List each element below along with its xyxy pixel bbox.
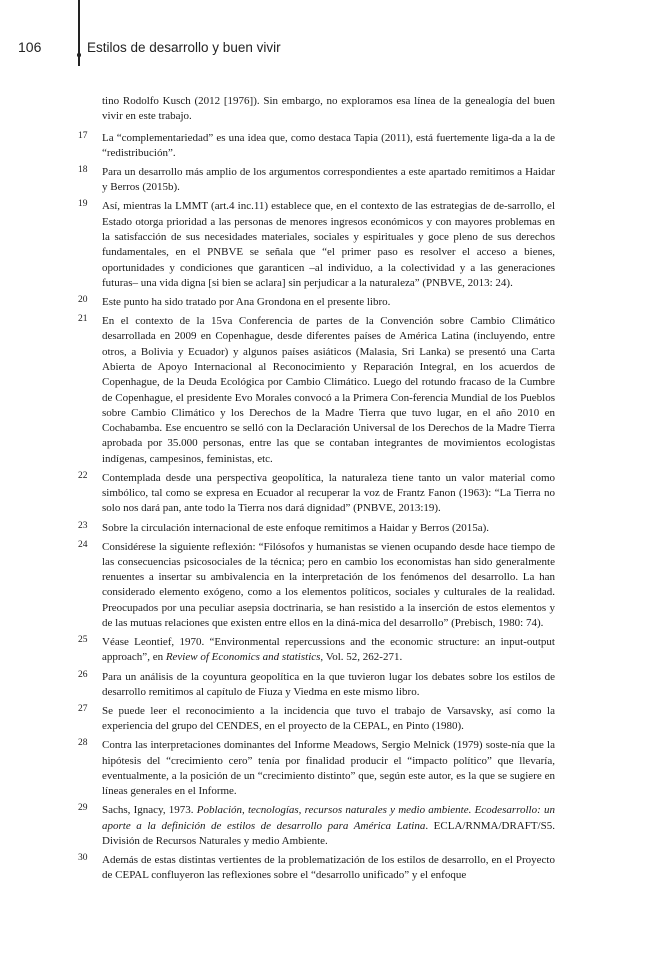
footnote-number: 22 bbox=[78, 470, 88, 481]
footnote-number: 20 bbox=[78, 294, 88, 305]
footnote-22 bbox=[77, 471, 555, 517]
footnote-continuation bbox=[77, 94, 555, 125]
footnote-25 bbox=[77, 635, 555, 666]
footnote-19 bbox=[77, 199, 555, 291]
footnote-29 bbox=[77, 803, 555, 849]
footnote-18 bbox=[77, 165, 555, 196]
footnote-text: Este punto ha sido tratado por Ana Grondona en el presente libro. bbox=[102, 295, 391, 308]
footnote-number: 30 bbox=[78, 853, 88, 864]
footnote-text: tino Rodolfo Kusch (2012 [1976]). Sin embargo, no exploramos esa línea de la genealogía del buen vivir en este trabajo. bbox=[102, 95, 555, 123]
footnote-text: Además de estas distintas vertientes de la problematización de los estilos de desarrollo, en el Proyecto de CEPAL confluyeron las reflexiones sobre el “desarrollo unificado” y el enfoque bbox=[102, 854, 555, 882]
footnote-text bbox=[102, 635, 555, 666]
journal-title: Review of Economics and statistics bbox=[165, 651, 321, 664]
footnote-text: Para un análisis de la coyuntura geopolítica en la que tuvieron lugar los debates sobre los estilos de desarrollo remitimos al capítulo de Fiuza y Viedma en este mismo libro. bbox=[102, 670, 555, 698]
footnote-26 bbox=[77, 670, 555, 701]
footnote-number: 24 bbox=[78, 539, 88, 550]
footnote-number: 21 bbox=[78, 314, 88, 325]
footnote-text: Sobre la circulación internacional de este enfoque remitimos a Haidar y Berros (2015a). bbox=[102, 521, 489, 534]
running-header bbox=[18, 39, 281, 55]
footnote-27 bbox=[77, 704, 555, 735]
footnote-number: 18 bbox=[78, 164, 88, 175]
footnote-text-plain: Véase Leontief, 1970. “Environmental repercussions and the economic structure: an input-output approach”, en bbox=[102, 636, 555, 664]
footnote-number: 19 bbox=[78, 199, 88, 210]
header-rule-dot bbox=[77, 53, 81, 57]
page-number: 106 bbox=[18, 39, 42, 55]
footnote-text: Se puede leer el reconocimiento a la incidencia que tuvo el trabajo de Varsavsky, así como la experiencia del grupo del CENDES, en el proyecto de la CEPAL, en Pinto (1980). bbox=[102, 704, 555, 733]
footnote-text: Así, mientras la LMMT (art.4 inc.11) establece que, en el contexto de las estrategias de de-sarrollo, el Estado otorga prioridad a las personas de menores ingresos económicos y con mayores problemas en la satisfacción de sus necesidades materiales, sociales y espirituales y goce pleno de sus derechos fundamentales, en el PNBVE se señala que “el primer paso es resolver el acceso a bienes, oportunidades y condiciones que garanticen –al individuo, a la colectividad y a las generaciones futuras– una vida digna [si bien se aclara] sin perjudicar a la naturaleza” (PNBVE, 2013: 24). bbox=[102, 200, 555, 289]
footnote-number: 29 bbox=[78, 803, 88, 814]
footnote-text-plain: , Vol. 52, 262-271. bbox=[320, 651, 403, 664]
footnote-text: En el contexto de la 15va Conferencia de partes de la Convención sobre Cambio Climático desarrollada en 2009 en Copenhague, desde diferentes países de América Latina (incluyendo, entre otros, a Bolivia y Ecuador) y algunos países asiáticos (Malasia, Sri Lanka) se presentó una Carta Abierta de Apoyo Internacional al Reconocimiento y Reparación Integral, en los acuerdos de Copenhague, de la Deuda Ecológica por Cambio Climático. Luego del rotundo fracaso de la Cumbre de Copenhague, el presidente Evo Morales convocó a la Primera Con-ferencia Mundial de los Pueblos sobre Cambio Climático y los Derechos de la Madre Tierra que tuvo lugar, en el año 2010 en Cochabamba. Ese encuentro se selló con la Declaración Universal de los Derechos de la Madre Tierra aprobada por 35.000 personas, entre las que se contaban integrantes de movimientos ecologistas indígenas, campesinos, feministas, etc. bbox=[102, 315, 555, 465]
footnote-30 bbox=[77, 853, 555, 884]
footnote-24 bbox=[77, 540, 555, 632]
footnote-17 bbox=[77, 131, 555, 162]
footnote-23 bbox=[77, 521, 555, 536]
footnote-number: 27 bbox=[78, 703, 88, 714]
footnote-text: La “complementariedad” es una idea que, como destaca Tapia (2011), está fuertemente liga-da a la de “redistribución”. bbox=[102, 131, 555, 159]
footnote-number: 25 bbox=[78, 635, 88, 646]
footnote-number: 26 bbox=[78, 669, 88, 680]
footnote-number: 23 bbox=[78, 520, 88, 531]
footnote-text: Contemplada desde una perspectiva geopolítica, la naturaleza tiene tanto un valor material como simbólico, tal como se expresa en Ecuador al recuperar la voz de Frantz Fanon (1963): “La Tierra no solo nos dará pan, ante todo la Tierra nos dará dignidad” (PNBVE, 2013:19). bbox=[102, 471, 555, 515]
footnote-number: 28 bbox=[78, 738, 88, 749]
running-title: Estilos de desarrollo y buen vivir bbox=[87, 40, 281, 55]
footnote-21 bbox=[77, 314, 555, 467]
footnote-text: Considérese la siguiente reflexión: “Filósofos y humanistas se vienen ocupando desde hace tiempo de las consecuencias psicosociales de la técnica; pero en cambio los economistas han sido generalmente renuentes a insertar su ambivalencia en la interpretación de los fenómenos del desarrollo. La han considerado elemento exógeno, como a los elementos políticos, sociales y culturales de la realidad. Preocupados por una peculiar asepsia doctrinaria, se han resistido a la inserción de estos elementos y de las mutuas relaciones que existen entre ellos en la diná-mica del desarrollo” (Prebisch, 1980: 74). bbox=[102, 540, 555, 630]
footnote-text: Contra las interpretaciones dominantes del Informe Meadows, Sergio Melnick (1979) soste-nía que la hipótesis del “crecimiento cero” tenía por finalidad producir el “impacto político” que llevaría, eventualmente, a la posición de un “crecimiento distinto” que, según este autor, es la que se sugiere en líneas generales en el Informe. bbox=[102, 739, 555, 798]
footnote-20 bbox=[77, 295, 555, 310]
footnote-text-plain: Sachs, Ignacy, 1973. bbox=[102, 804, 197, 817]
footnote-28 bbox=[77, 738, 555, 799]
footnotes-list bbox=[77, 94, 555, 887]
work-title: Población, tecnologías, recursos naturales y medio ambiente. Ecodesarrollo: un aporte a la definición de estilos de desarrollo para América Latina bbox=[102, 804, 555, 832]
footnote-text bbox=[102, 803, 555, 849]
footnote-text-plain: . ECLA/RNMA/DRAFT/S5. División de Recursos Naturales y medio Ambiente. bbox=[102, 819, 555, 847]
footnote-text: Para un desarrollo más amplio de los argumentos correspondientes a este apartado remitimos a Haidar y Berros (2015b). bbox=[102, 165, 555, 194]
footnote-number: 17 bbox=[78, 130, 88, 141]
